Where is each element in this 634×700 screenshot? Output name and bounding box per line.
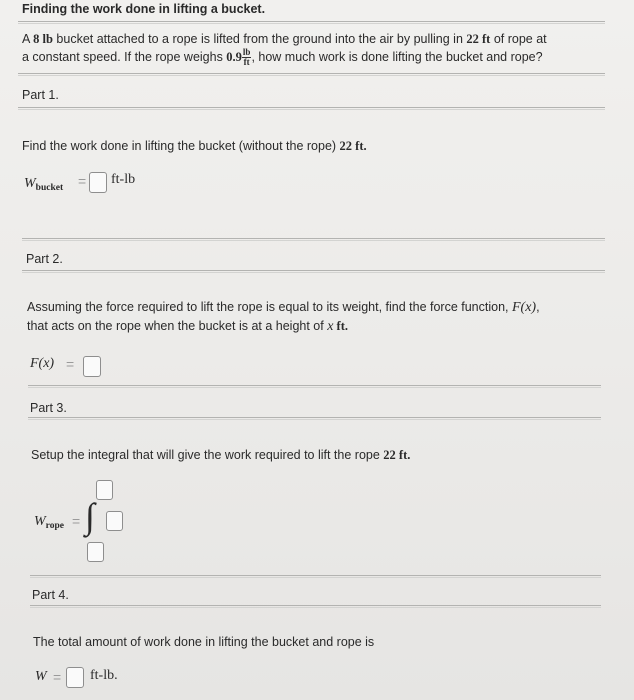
part-3-label: Part 3. bbox=[30, 401, 67, 415]
part-3-question: Setup the integral that will give the work required to lift the rope 22 ft. bbox=[31, 448, 411, 462]
equals-sign: = bbox=[78, 173, 87, 189]
part-2-question bbox=[27, 298, 607, 336]
part-1-question: Find the work done in lifting the bucket (without the rope) 22 ft. bbox=[22, 139, 367, 153]
part-2-question-line-2: that acts on the rope when the bucket is at a height of x ft. bbox=[27, 319, 348, 334]
equals-sign: = bbox=[53, 669, 62, 685]
force-function-answer-box[interactable] bbox=[83, 356, 101, 377]
w-bucket-unit: ft-lb bbox=[111, 172, 136, 187]
problem-line-2: a constant speed. If the rope weighs 0.9 $\frac{lb}{ft}$ , how much work is done lifting the bucket and rope? bbox=[22, 47, 543, 68]
total-work-answer-box[interactable] bbox=[66, 667, 84, 688]
title-divider bbox=[18, 21, 605, 22]
problem-line-1: A 8 lb bucket attached to a rope is lifted from the ground into the air by pulling in 22 ft of rope at bbox=[22, 32, 547, 46]
part-4-divider bbox=[30, 605, 601, 606]
problem-divider bbox=[18, 73, 605, 74]
page-title: Finding the work done in lifting a bucket. bbox=[22, 2, 266, 16]
rope-weight-unit: $\frac{lb}{ft}$ bbox=[242, 47, 251, 68]
part-3-divider bbox=[28, 417, 601, 418]
equals-sign: = bbox=[66, 356, 75, 372]
w-bucket-answer-box[interactable] bbox=[89, 172, 107, 193]
force-function-lhs: F(x) bbox=[30, 356, 55, 371]
part-1-label: Part 1. bbox=[22, 88, 59, 102]
problem-statement bbox=[22, 30, 622, 67]
part-2-question-line-1: Assuming the force required to lift the rope is equal to its weight, find the force function, F(x), bbox=[27, 300, 540, 315]
part-1-end-divider bbox=[22, 238, 605, 239]
total-work-unit: ft-lb. bbox=[90, 668, 118, 683]
integral-lower-limit-box[interactable] bbox=[87, 542, 104, 562]
part-3-end-divider bbox=[30, 575, 601, 576]
equals-sign: = bbox=[72, 513, 81, 529]
part-2-end-divider bbox=[28, 385, 601, 386]
integral-upper-limit-box[interactable] bbox=[96, 480, 113, 500]
integrand-box[interactable] bbox=[106, 511, 123, 531]
part-4-label: Part 4. bbox=[32, 588, 69, 602]
part-4-question: The total amount of work done in lifting the bucket and rope is bbox=[33, 635, 375, 649]
part-2-divider bbox=[22, 270, 605, 271]
w-rope-lhs: $W_{rope}$ bbox=[34, 514, 64, 531]
part-1-divider bbox=[18, 107, 605, 108]
integral-sign: ∫ bbox=[85, 496, 95, 536]
w-bucket-lhs: $W_{bucket}$ bbox=[24, 176, 64, 193]
part-2-label: Part 2. bbox=[26, 252, 63, 266]
total-work-lhs: W bbox=[35, 669, 47, 684]
